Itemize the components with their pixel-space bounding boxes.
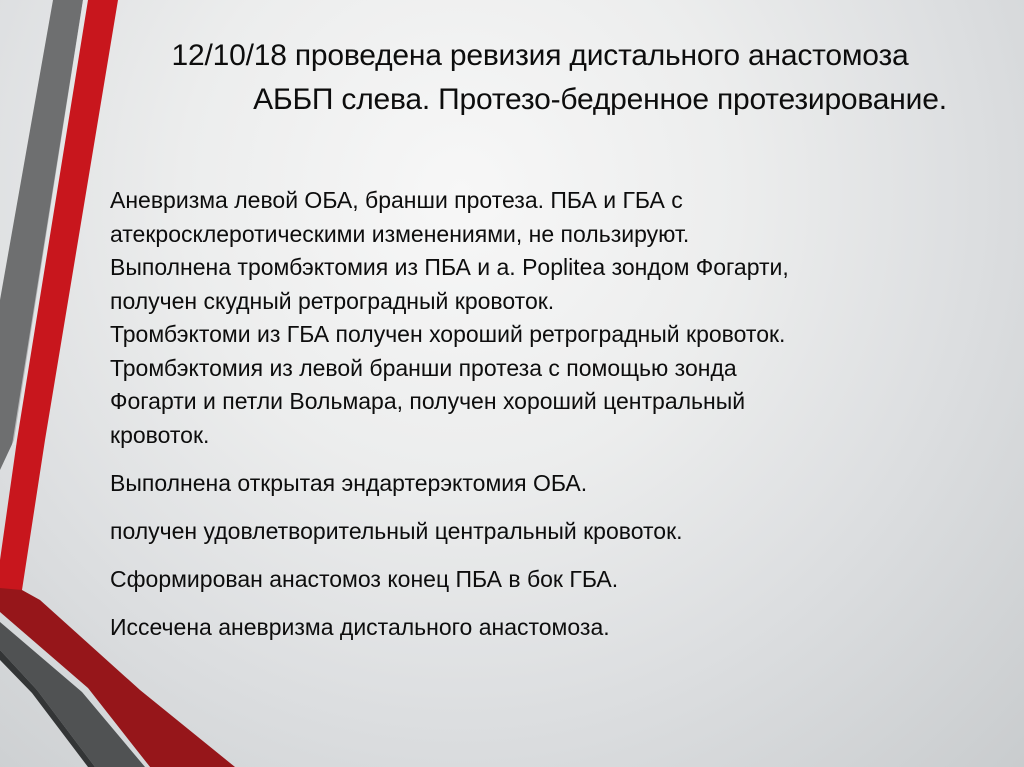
title-line-2: АББП слева. Протезо-бедренное протезирование. [253, 83, 947, 116]
paragraph-aneurysm-excised: Иссечена аневризма дистального анастомоза. [110, 614, 610, 640]
body-line: получен скудный ретроградный кровоток. [110, 287, 555, 314]
body-line: Тромбэктоми из ГБА получен хороший ретроградный кровоток. [110, 321, 786, 347]
title-line-1: 12/10/18 проведена ревизия дистального анастомоза [171, 39, 909, 72]
body-line: Фогарти и петли Вольмара, получен хороший центральный [110, 388, 746, 414]
body-line: Аневризма левой ОБА, бранши протеза. ПБА и ГБА с [110, 187, 683, 213]
slide-body [110, 184, 940, 644]
paragraph-findings [110, 184, 940, 452]
body-line: Выполнена тромбэктомия из ПБА и а. Poplitea зондом Фогарти, [110, 254, 789, 280]
body-line: Тромбэктомия из левой бранши протеза с помощью зонда [110, 354, 737, 381]
paragraph-endarterectomy: Выполнена открытая эндартерэктомия ОБА. [110, 470, 588, 496]
paragraph-central-flow: получен удовлетворительный центральный кровоток. [110, 518, 683, 544]
body-line: атекросклеротическими изменениями, не пользируют. [110, 220, 690, 247]
body-line: кровоток. [110, 421, 210, 448]
paragraph-anastomosis: Сформирован анастомоз конец ПБА в бок ГБА. [110, 566, 619, 592]
slide-title [100, 34, 980, 122]
